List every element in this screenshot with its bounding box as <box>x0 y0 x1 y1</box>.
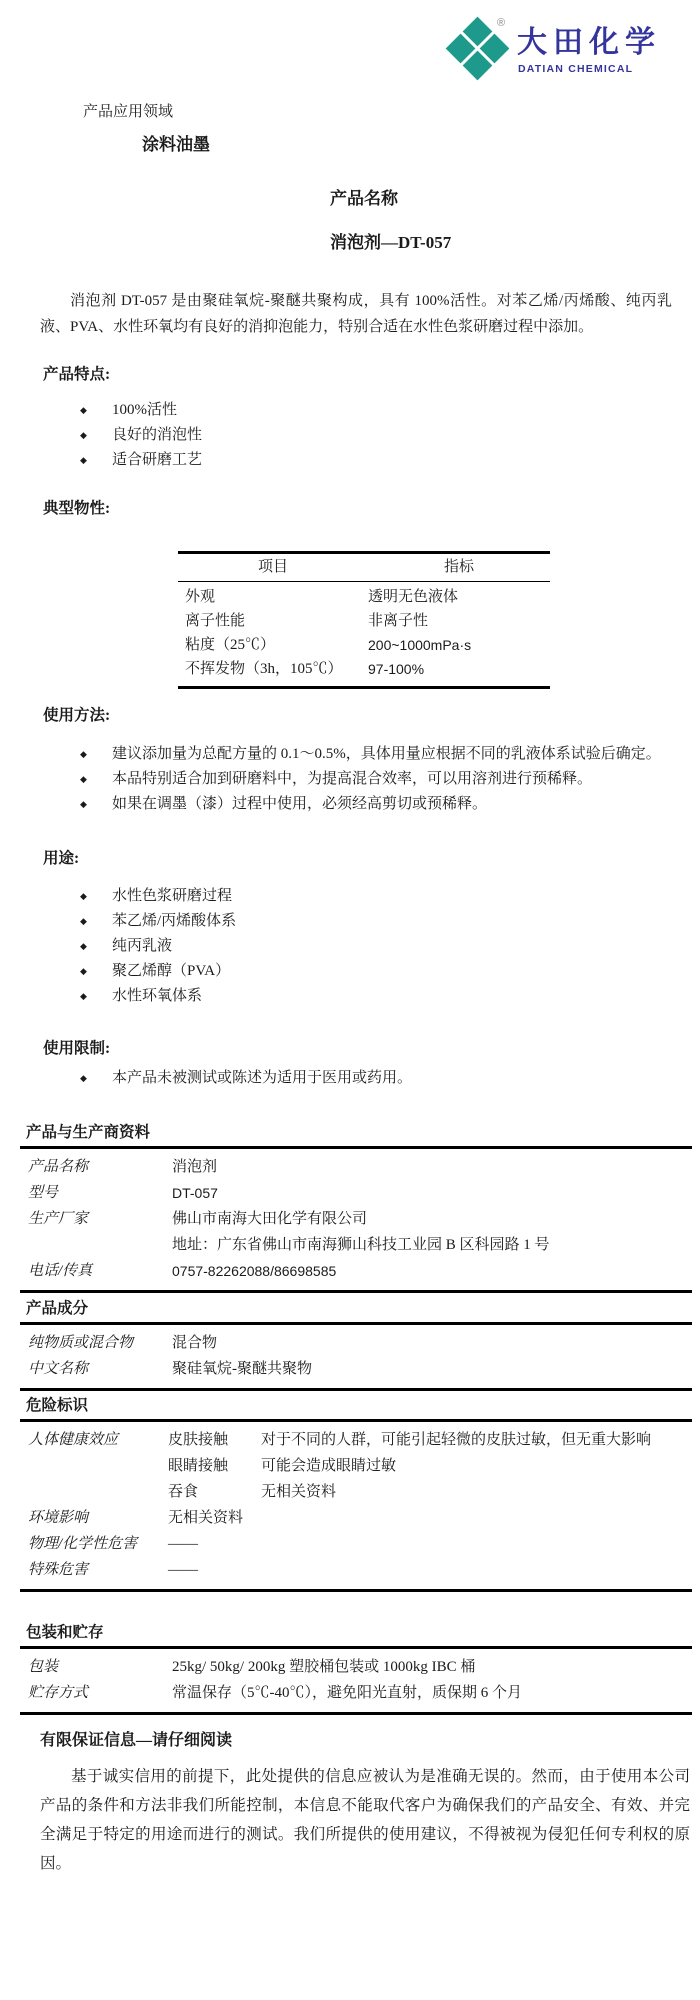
application-field-label: 产品应用领域 <box>83 104 174 120</box>
row-label: 纯物质或混合物 <box>28 1335 134 1351</box>
brand-name-chinese: 大田化学 <box>517 26 661 59</box>
application-text: 聚乙烯醇（PVA） <box>112 963 231 979</box>
list-item <box>80 909 236 934</box>
diamond-bullet-icon: ◆ <box>80 1073 87 1083</box>
hazard-type: 无相关资料 <box>168 1510 244 1526</box>
brand-name-english: DATIAN CHEMICAL <box>518 63 634 75</box>
properties-table <box>178 551 550 689</box>
hazard-description <box>261 1557 673 1583</box>
row-value: 常温保存（5℃-40℃），避免阳光直射，质保期 6 个月 <box>172 1685 522 1701</box>
hazards-section <box>20 1393 692 1592</box>
registered-trademark-icon: ® <box>497 17 506 29</box>
table-row <box>20 1654 692 1680</box>
diamond-bullet-icon: ◆ <box>80 455 87 465</box>
table-row <box>20 1680 692 1706</box>
property-value: 非离子性 <box>368 613 429 629</box>
usage-text: 本品特别适合加到研磨料中，为提高混合效率，可以用溶剂进行预稀释。 <box>112 771 593 787</box>
applications-list <box>80 884 236 1009</box>
section-title: 危险标识 <box>26 1397 89 1414</box>
usage-list <box>80 742 694 817</box>
hazard-type: —— <box>168 1536 198 1552</box>
row-label: 中文名称 <box>28 1361 89 1377</box>
diamond-bullet-icon: ◆ <box>80 966 87 976</box>
row-label: 生产厂家 <box>28 1211 89 1227</box>
row-label: 产品名称 <box>28 1159 89 1175</box>
restrictions-list <box>80 1066 412 1091</box>
row-label: 人体健康效应 <box>28 1432 119 1448</box>
application-text: 水性环氧体系 <box>112 988 203 1004</box>
table-row <box>20 1557 692 1583</box>
table-row <box>20 1356 692 1382</box>
list-item <box>80 984 236 1009</box>
section-title: 产品与生产商资料 <box>26 1124 151 1141</box>
property-value: 97-100% <box>368 661 425 677</box>
diamond-bullet-icon: ◆ <box>80 749 87 759</box>
application-text: 纯丙乳液 <box>112 938 173 954</box>
list-item <box>80 742 694 767</box>
application-text: 苯乙烯/丙烯酸体系 <box>112 913 237 929</box>
divider <box>20 1388 692 1391</box>
packaging-section <box>20 1620 692 1715</box>
property-name: 离子性能 <box>185 613 246 629</box>
intro-paragraph: 消泡剂 DT-057 是由聚硅氧烷-聚醚共聚构成，具有 100%活性。对苯乙烯/丙烯酸、纯丙乳液、PVA、水性环氧均有良好的消抑泡能力，特别合适在水性色浆研磨过程中添加。 <box>40 293 672 335</box>
hazard-description <box>261 1505 673 1531</box>
row-value: 混合物 <box>172 1335 218 1351</box>
hazard-description: 无相关资料 <box>261 1484 337 1500</box>
list-item <box>80 934 236 959</box>
diamond-bullet-icon: ◆ <box>80 916 87 926</box>
row-label: 包装 <box>28 1659 59 1675</box>
section-title: 产品成分 <box>26 1300 89 1317</box>
table-row <box>20 1232 692 1258</box>
list-item <box>80 423 202 448</box>
manufacturer-section <box>20 1120 692 1293</box>
table-row <box>20 1330 692 1356</box>
column-header: 指标 <box>443 559 474 575</box>
row-label <box>20 1453 168 1479</box>
table-row <box>20 1427 692 1453</box>
warranty-section-title: 有限保证信息—请仔细阅读 <box>40 1732 233 1749</box>
row-label: 环境影响 <box>28 1510 89 1526</box>
row-value: 地址：广东省佛山市南海狮山科技工业园 B 区科园路 1 号 <box>172 1237 550 1253</box>
restriction-text: 本产品未被测试或陈述为适用于医用或药用。 <box>112 1070 413 1086</box>
diamond-bullet-icon: ◆ <box>80 891 87 901</box>
row-label: 型号 <box>28 1185 59 1201</box>
diamond-bullet-icon: ◆ <box>80 799 87 809</box>
property-name: 外观 <box>185 589 216 605</box>
hazard-description <box>261 1531 673 1557</box>
diamond-bullet-icon: ◆ <box>80 774 87 784</box>
application-field-value: 涂料油墨 <box>142 135 210 154</box>
feature-text: 100%活性 <box>112 402 177 418</box>
row-label <box>20 1232 172 1258</box>
hazard-type: —— <box>168 1562 198 1578</box>
list-item <box>80 448 202 473</box>
table-row <box>20 1206 692 1232</box>
restrictions-section-title: 使用限制: <box>43 1040 111 1057</box>
table-row <box>178 633 550 657</box>
feature-text: 适合研磨工艺 <box>112 452 203 468</box>
row-label <box>20 1479 168 1505</box>
feature-text: 良好的消泡性 <box>112 427 203 443</box>
section-title: 包装和贮存 <box>26 1624 104 1641</box>
hazard-description: 可能会造成眼睛过敏 <box>261 1458 397 1474</box>
hazard-type: 眼睛接触 <box>168 1458 229 1474</box>
application-text: 水性色浆研磨过程 <box>112 888 233 904</box>
property-value: 200~1000mPa·s <box>368 637 472 653</box>
list-item <box>80 792 694 817</box>
table-header-row <box>178 554 550 582</box>
divider <box>20 1589 692 1592</box>
list-item <box>80 959 236 984</box>
diamond-bullet-icon: ◆ <box>80 941 87 951</box>
diamond-bullet-icon: ◆ <box>80 405 87 415</box>
row-label: 电话/传真 <box>28 1263 93 1279</box>
list-item <box>80 767 694 792</box>
row-value: 消泡剂 <box>172 1159 218 1175</box>
features-section-title: 产品特点: <box>43 366 111 383</box>
row-value: 佛山市南海大田化学有限公司 <box>172 1211 368 1227</box>
table-row <box>20 1258 692 1284</box>
product-name-value: 消泡剂—DT-057 <box>330 233 452 252</box>
divider <box>20 1712 692 1715</box>
diamond-bullet-icon: ◆ <box>80 991 87 1001</box>
table-row <box>20 1531 692 1557</box>
list-item <box>80 1066 412 1091</box>
table-row <box>20 1505 692 1531</box>
table-row <box>178 609 550 633</box>
diamond-bullet-icon: ◆ <box>80 430 87 440</box>
row-value: DT-057 <box>172 1185 218 1201</box>
list-item <box>80 398 202 423</box>
composition-section <box>20 1296 692 1391</box>
column-header: 项目 <box>257 559 288 575</box>
property-value: 透明无色液体 <box>368 589 459 605</box>
table-row <box>20 1453 692 1479</box>
row-label: 特殊危害 <box>28 1562 89 1578</box>
usage-text: 如果在调墨（漆）过程中使用，必须经高剪切或预稀释。 <box>112 796 488 812</box>
property-name: 不挥发物（3h，105℃） <box>185 661 343 677</box>
table-row <box>178 657 550 681</box>
features-list <box>80 398 202 473</box>
warranty-paragraph: 基于诚实信用的前提下，此处提供的信息应被认为是准确无误的。然而，由于使用本公司产品的条件和方法非我们所能控制，本信息不能取代客户为确保我们的产品安全、有效、并完全满足于特定的用途而进行的测试。我们所提供的使用建议，不得被视为侵犯任何专利权的原因。 <box>40 1768 690 1872</box>
usage-text: 建议添加量为总配方量的 0.1～0.5%，具体用量应根据不同的乳液体系试验后确定。 <box>112 746 661 762</box>
row-label: 物理/化学性危害 <box>28 1536 138 1552</box>
divider <box>20 1290 692 1293</box>
table-row <box>178 582 550 609</box>
row-value: 聚硅氧烷-聚醚共聚物 <box>172 1361 312 1377</box>
product-name-label: 产品名称 <box>330 189 398 208</box>
row-value: 0757-82262088/86698585 <box>172 1263 337 1279</box>
hazard-description: 对于不同的人群，可能引起轻微的皮肤过敏，但无重大影响 <box>261 1432 652 1448</box>
row-value: 25kg/ 50kg/ 200kg 塑胶桶包装或 1000kg IBC 桶 <box>172 1659 476 1675</box>
hazard-type: 皮肤接触 <box>168 1432 229 1448</box>
applications-section-title: 用途: <box>43 850 80 867</box>
row-label: 贮存方式 <box>28 1685 89 1701</box>
property-name: 粘度（25℃） <box>185 637 276 653</box>
properties-section-title: 典型物性: <box>43 500 111 517</box>
hazard-type: 吞食 <box>168 1484 199 1500</box>
table-row <box>20 1479 692 1505</box>
table-row <box>20 1180 692 1206</box>
table-row <box>20 1154 692 1180</box>
usage-section-title: 使用方法: <box>43 707 111 724</box>
list-item <box>80 884 236 909</box>
